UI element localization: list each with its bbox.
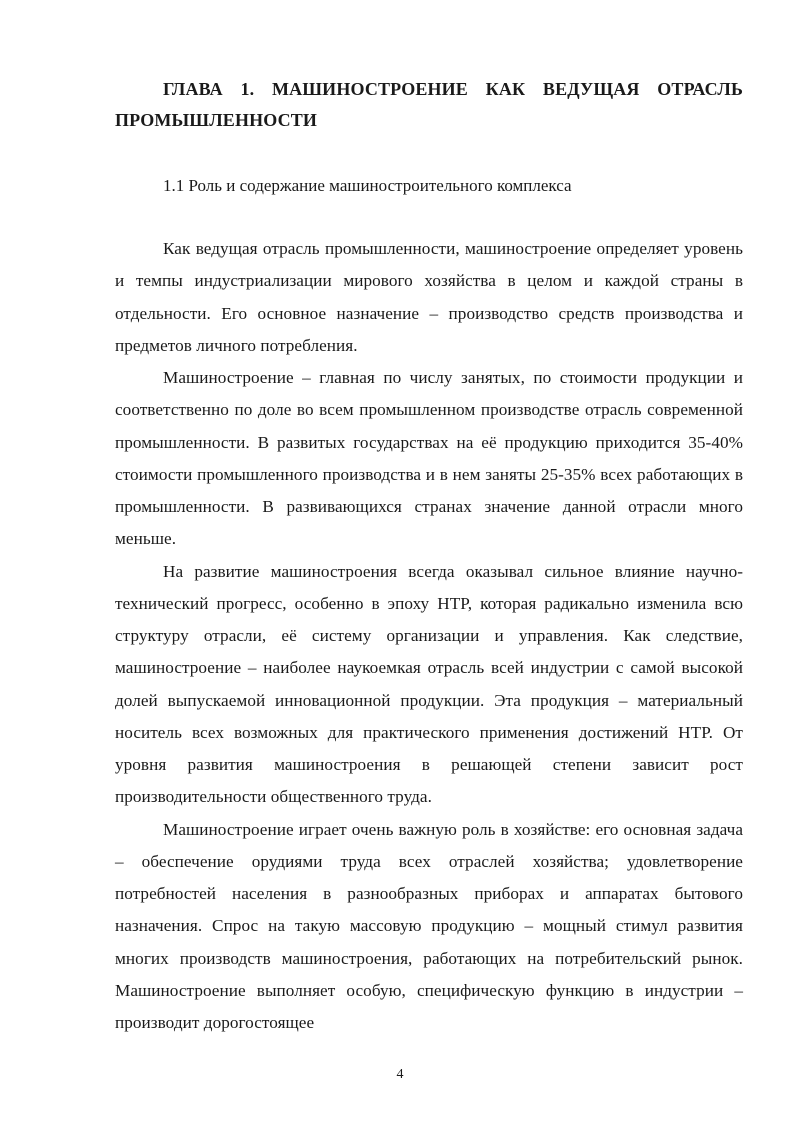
paragraph-1: Как ведущая отрасль промышленности, машиностроение определяет уровень и темпы индустриализации мирового хозяйства в целом и каждой страны в отдельности. Его основное назначение – производство средств производства и предметов личного потребления. [115, 239, 743, 355]
page-number: 4 [396, 1067, 404, 1082]
paragraph-4: Машиностроение играет очень важную роль в хозяйстве: его основная задача – обеспечение орудиями труда всех отраслей хозяйства; удовлетворение потребностей населения в разнообразных приборах и аппаратах бытового назначения. Спрос на такую массовую продукцию – мощный стимул развития многих производств машиностроения, работающих на потребительский рынок. Машиностроение выполняет особую, специфическую функцию в индустрии – производит дорогостоящее [115, 819, 743, 1032]
paragraph-2: Машиностроение – главная по числу занятых, по стоимости продукции и соответственно по доле во всем промышленном производстве отрасль современной промышленности. В развитых государствах на её продукцию приходится 35-40% стоимости промышленного производства и в нем заняты 25-35% всех работающих в промышленности. В развивающихся странах значение данной отрасли много меньше. [115, 368, 743, 549]
paragraph-3: На развитие машиностроения всегда оказывал сильное влияние научно-технический прогресс, особенно в эпоху НТР, которая радикально изменила всю структуру отрасли, её систему организации и управления. Как следствие, машиностроение – наиболее наукоемкая отрасль всей индустрии с самой высокой долей выпускаемой инновационной продукции. Эта продукция – материальный носитель всех возможных для практического применения достижений НТР. От уровня развития машиностроения в решающей степени зависит рост производительности общественного труда. [115, 561, 743, 807]
section-title: 1.1 Роль и содержание машиностроительного комплекса [163, 176, 572, 195]
body-text [115, 233, 743, 1039]
chapter-title: ГЛАВА 1. МАШИНОСТРОЕНИЕ КАК ВЕДУЩАЯ ОТРАСЛЬ ПРОМЫШЛЕННОСТИ [115, 79, 743, 130]
